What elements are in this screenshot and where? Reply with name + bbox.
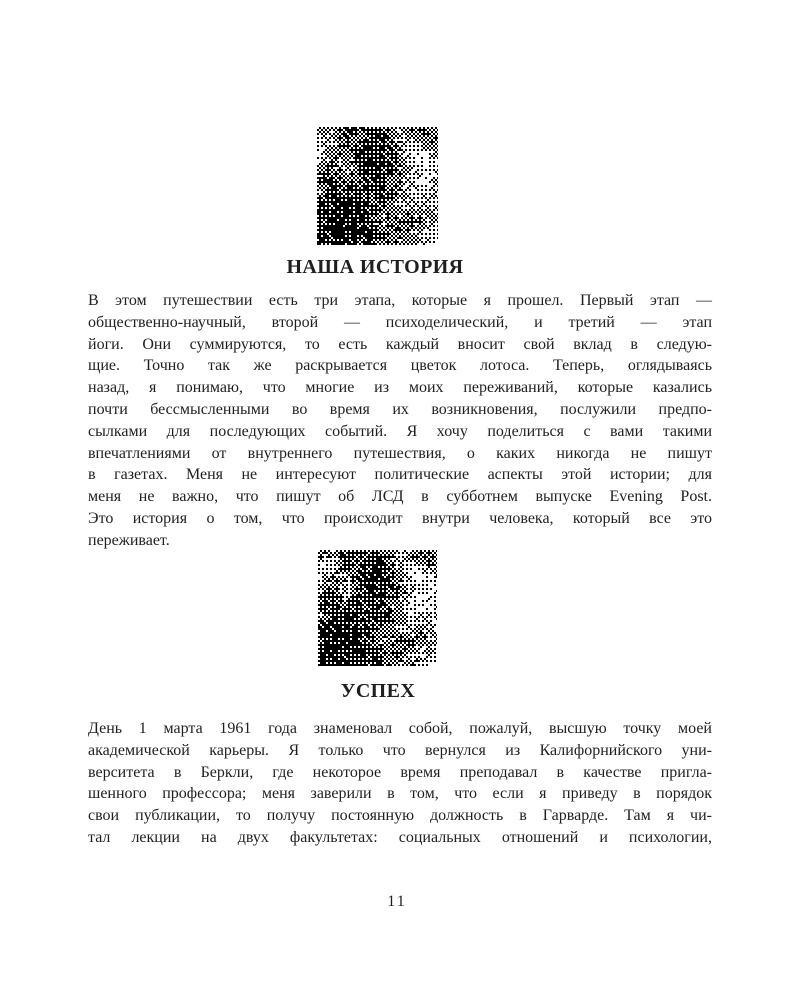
- halftone-illustration: [318, 550, 437, 666]
- body-paragraph: [88, 718, 712, 849]
- body-line: сылками для последующих событий. Я хочу поделиться с вами такими: [88, 422, 712, 440]
- body-line: переживает.: [88, 531, 170, 549]
- body-line: В этом путешествии есть три этапа, которые я прошел. Первый этап —: [88, 292, 712, 309]
- body-line: меня не важно, что пишут об ЛСД в субботнем выпуске Evening Post.: [88, 488, 712, 506]
- section-heading: УСПЕХ: [340, 680, 416, 702]
- page-number: 11: [387, 893, 407, 910]
- body-line: йоги. Они суммируются, то есть каждый вносит свой вклад в следую-: [88, 335, 712, 353]
- illustration-top: [317, 127, 438, 245]
- body-line: в газетах. Меня не интересуют политические аспекты этой истории; для: [88, 466, 712, 484]
- body-line: щие. Точно так же раскрывается цветок лотоса. Теперь, оглядываясь: [88, 357, 712, 375]
- body-line: впечатлениями от внутреннего путешествия, о каких никогда не пишут: [88, 444, 712, 462]
- body-paragraph: [88, 290, 712, 552]
- body-line: верситета в Беркли, где некоторое время преподавал в качестве пригла-: [88, 763, 712, 781]
- body-line: Это история о том, что происходит внутри человека, который все это: [88, 509, 712, 527]
- illustration-middle: [318, 550, 437, 666]
- body-line: назад, я понимаю, что многие из моих переживаний, которые казались: [88, 379, 712, 397]
- body-line: тал лекции на двух факультетах: социальных отношений и психологии,: [88, 828, 712, 846]
- halftone-illustration: [317, 127, 438, 245]
- body-line: шенного профессора; меня заверили в том, что если я приведу в порядок: [88, 785, 712, 803]
- section-heading-row: [88, 254, 712, 280]
- body-line: свои публикации, то получу постоянную должность в Гарварде. Там я чи-: [88, 807, 712, 825]
- body-line: День 1 марта 1961 года знаменовал собой, пожалуй, высшую точку моей: [88, 720, 712, 737]
- section-heading: НАША ИСТОРИЯ: [286, 256, 464, 278]
- body-line: общественно-научный, второй — психоделический, и третий — этап: [88, 313, 712, 331]
- body-line: почти бессмысленными во время их возникновения, послужили предпо-: [88, 400, 712, 418]
- body-line: академической карьеры. Я только что вернулся из Калифорнийского уни-: [88, 741, 712, 759]
- section-heading-row: [88, 678, 712, 704]
